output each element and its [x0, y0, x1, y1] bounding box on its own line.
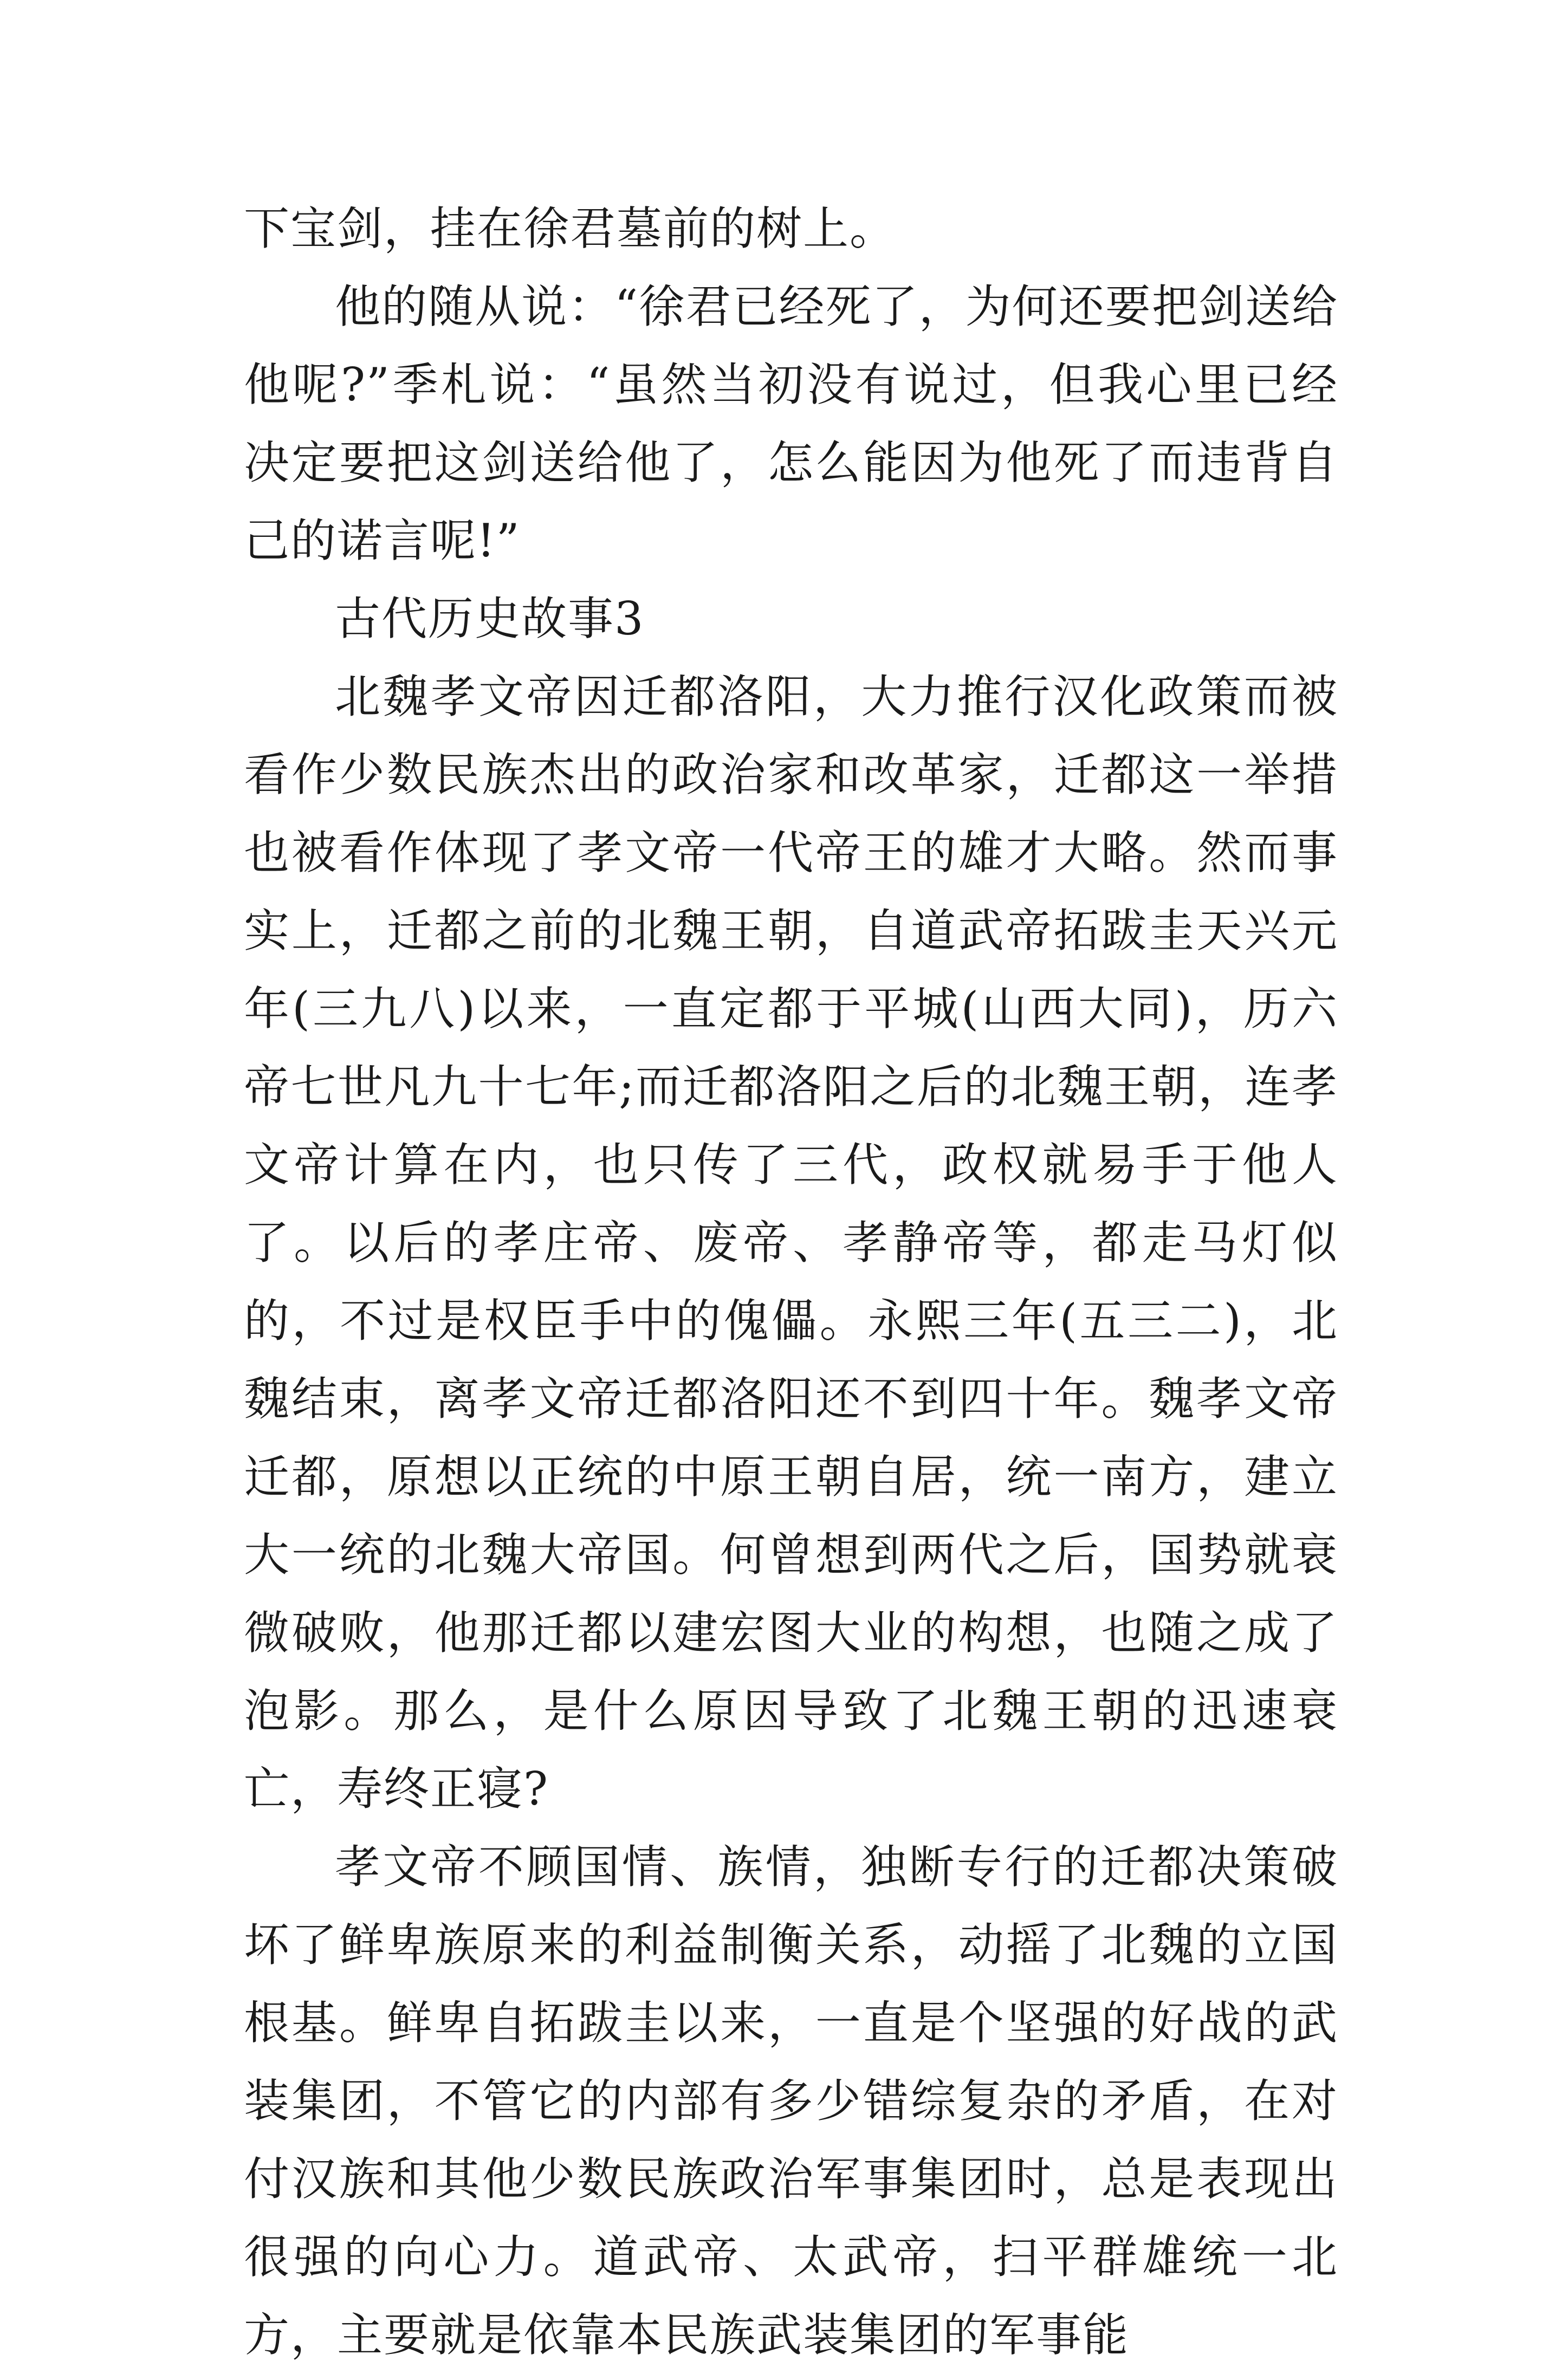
paragraph-xianbei-foundation: 孝文帝不顾国情、族情，独断专行的迁都决策破坏了鲜卑族原来的利益制衡关系，动摇了北魏的立国根基。鲜卑自拓跋圭以来，一直是个坚强的好战的武装集团，不管它的内部有多少错综复杂的矛盾，在对付汉族和其他少数民族政治军事集团时，总是表现出很强的向心力。道武帝、太武帝，扫平群雄统一北方，主要就是依靠本民族武装集团的军事能: [244, 1840, 1338, 2362]
paragraph-sword-ending: 下宝剑，挂在徐君墓前的树上。: [244, 202, 897, 255]
paragraph-northern-wei-capital: 北魏孝文帝因迁都洛阳，大力推行汉化政策而被看作少数民族杰出的政治家和改革家，迁都这一举措也被看作体现了孝文帝一代帝王的雄才大略。然而事实上，迁都之前的北魏王朝，自道武帝拓跋圭天兴元年(三九八)以来，一直定都于平城(山西大同)，历六帝七世凡九十七年;而迁都洛阳之后的北魏王朝，连孝文帝计算在内，也只传了三代，政权就易手于他人了。以后的孝庄帝、废帝、孝静帝等，都走马灯似的，不过是权臣手中的傀儡。永熙三年(五三二)，北魏结束，离孝文帝迁都洛阳还不到四十年。魏孝文帝迁都，原想以正统的中原王朝自居，统一南方，建立大一统的北魏大帝国。何曾想到两代之后，国势就衰微破败，他那迁都以建宏图大业的构想，也随之成了泡影。那么，是什么原因导致了北魏王朝的迅速衰亡，寿终正寝?: [244, 670, 1338, 1815]
paragraph-jizha-dialogue: 他的随从说：“徐君已经死了，为何还要把剑送给他呢?”季札说：“虽然当初没有说过，但我心里已经决定要把这剑送给他了，怎么能因为他死了而违背自己的诺言呢!”: [244, 280, 1338, 567]
section-heading: 古代历史故事3: [335, 592, 645, 645]
document-body: [244, 190, 1338, 2374]
